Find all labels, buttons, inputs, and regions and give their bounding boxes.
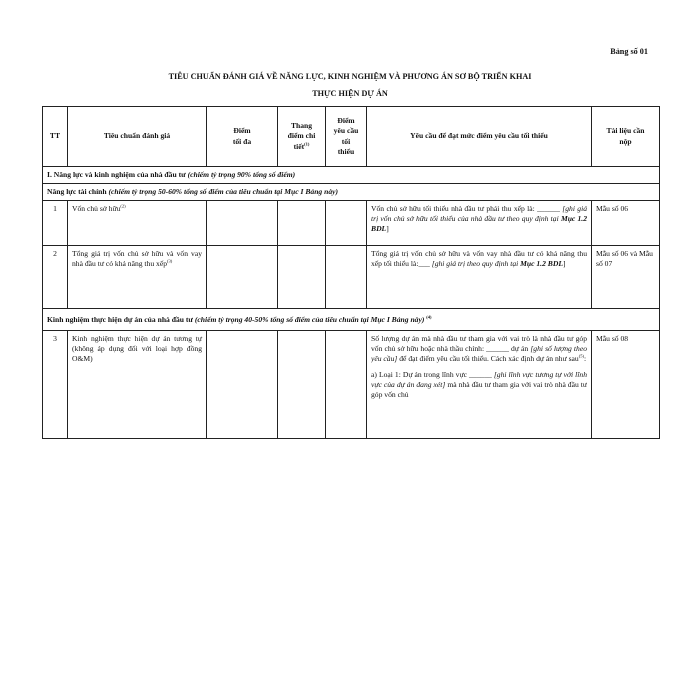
row2-req-bracket: ]	[562, 259, 566, 269]
row2-requirement	[367, 246, 592, 309]
row3-p2-instruction: [ghi lĩnh vực tương tự với lĩnh vực của dự án đang xét]	[371, 370, 587, 390]
row2-scale	[278, 246, 326, 309]
row3-p1-text-2: để đạt điểm yêu cầu tối thiểu. Cách xác định dự án như sau	[397, 354, 579, 364]
row1-requirement	[367, 201, 592, 246]
section-fin-weight: (chiếm tỷ trọng 50-60% tổng số điểm của tiêu chuẩn tại Mục I Bảng này)	[106, 187, 339, 197]
row3-p1-instruction: [ghi số lượng theo yêu cầu]	[371, 344, 587, 364]
row3-p2-text: a) Loại 1: Dự án trong lĩnh vực ______	[371, 370, 494, 380]
title-line-2: THỰC HIỆN DỰ ÁN	[312, 89, 388, 98]
section-project-experience	[43, 309, 660, 331]
row1-docs: Mẫu số 06	[592, 201, 660, 246]
row1-req-text: Vốn chủ sở hữu tối thiểu nhà đầu tư phải thu xếp là: ______	[371, 204, 563, 214]
row3-req-paragraph-1	[371, 334, 587, 364]
document-title	[42, 68, 658, 102]
header-docs-line1: Tài liệu cần	[606, 126, 645, 136]
row3-criteria: Kinh nghiệm thực hiện dự án tương tự (không áp dụng đối với loại hợp đồng O&M)	[68, 331, 207, 439]
section-capacity-experience	[43, 167, 660, 184]
header-docs	[592, 107, 660, 167]
header-requirement: Yêu cầu để đạt mức điểm yêu cầu tối thiểu	[367, 107, 592, 167]
header-max-score	[207, 107, 278, 167]
row2-criteria	[68, 246, 207, 309]
header-row	[43, 107, 660, 167]
row1-min-score	[326, 201, 367, 246]
header-min-line1: Điểm	[337, 116, 355, 126]
row2-criteria-text: Tổng giá trị vốn chủ sở hữu và vốn vay nhà đầu tư có khả năng thu xếp	[72, 249, 202, 269]
row3-requirement	[367, 331, 592, 439]
row1-criteria-text: Vốn chủ sở hữu	[72, 204, 121, 214]
row2-tt: 2	[43, 246, 68, 309]
table-row	[43, 246, 660, 309]
section-exp-weight: (chiếm tỷ trọng 40-50% tổng số điểm của tiêu chuẩn tại Mục I Bảng này)	[192, 314, 425, 324]
row2-docs: Mẫu số 06 và Mẫu số 07	[592, 246, 660, 309]
row3-min-score	[326, 331, 367, 439]
footnote-ref-4: (4)	[426, 313, 432, 319]
header-min-line3: tối	[341, 136, 351, 146]
row1-req-bracket: ]	[386, 224, 389, 234]
table-row	[43, 331, 660, 439]
footnote-ref-2: (2)	[120, 203, 126, 209]
table-row	[43, 201, 660, 246]
row2-req-text: Tổng giá trị vốn chủ sở hữu và vốn vay nhà đầu tư có khả năng thu xếp tối thiểu là:___	[371, 249, 587, 269]
row3-scale	[278, 331, 326, 439]
row1-scale	[278, 201, 326, 246]
row2-max-score	[207, 246, 278, 309]
section1-label: I. Năng lực và kinh nghiệm của nhà đầu tư	[47, 170, 186, 179]
header-min-score	[326, 107, 367, 167]
section-exp-label: Kinh nghiệm thực hiện dự án của nhà đầu tư	[47, 314, 193, 324]
row1-criteria	[68, 201, 207, 246]
footnote-ref-1: (1)	[304, 140, 310, 146]
header-max-score-line2: tối đa	[232, 136, 252, 146]
row3-requirement-content	[371, 334, 587, 435]
header-scale-line2: điểm chi	[287, 131, 316, 141]
header-max-score-line1: Điểm	[233, 126, 251, 136]
section1-weight: (chiếm tỷ trọng 90% tổng số điểm)	[185, 170, 296, 179]
footnote-ref-5: (5)	[578, 353, 584, 359]
header-min-line2: yêu cầu	[333, 126, 359, 136]
header-min-line4: thiểu	[337, 146, 355, 156]
row3-req-paragraph-2	[371, 370, 587, 400]
row1-req-instruction: [ghi giá trị vốn chủ sở hữu tối thiểu của nhà đầu tư theo quy định tại	[371, 204, 587, 224]
row2-min-score	[326, 246, 367, 309]
footnote-ref-3: (3)	[167, 258, 173, 264]
row3-p1-text: Số lượng dự án mà nhà đầu tư tham gia với vai trò là nhà đầu tư góp vốn chủ sở hữu hoặc nhà thầu chính: ______ dự án	[371, 334, 587, 354]
row2-req-instruction: [ghi giá trị theo quy định tại	[431, 259, 521, 269]
section-financial-capacity	[43, 184, 660, 201]
header-score-scale	[278, 107, 326, 167]
table-number: Bảng số 01	[610, 47, 648, 56]
row1-req-ref: Mục 1.2 BDL	[371, 214, 587, 234]
header-criteria: Tiêu chuẩn đánh giá	[68, 107, 207, 167]
criteria-table	[42, 106, 660, 439]
header-tt: TT	[43, 107, 68, 167]
row3-max-score	[207, 331, 278, 439]
row2-req-ref: Mục 1.2 BDL	[520, 259, 563, 269]
row3-tt: 3	[43, 331, 68, 439]
title-line-1: TIÊU CHUẨN ĐÁNH GIÁ VỀ NĂNG LỰC, KINH NGHIỆM VÀ PHƯƠNG ÁN SƠ BỘ TRIỂN KHAI	[168, 72, 532, 81]
row3-p2-text-2: mà nhà đầu tư tham gia với vai trò nhà đầu tư góp vốn chủ	[371, 380, 587, 400]
row1-max-score	[207, 201, 278, 246]
row3-docs: Mẫu số 08	[592, 331, 660, 439]
header-scale-line1: Thang	[290, 121, 313, 131]
header-scale-line3: tiết	[293, 141, 305, 151]
section-fin-label: Năng lực tài chính	[47, 187, 107, 197]
header-docs-line2: nộp	[619, 136, 632, 146]
row1-tt: 1	[43, 201, 68, 246]
row3-p1-colon: :	[583, 354, 587, 364]
